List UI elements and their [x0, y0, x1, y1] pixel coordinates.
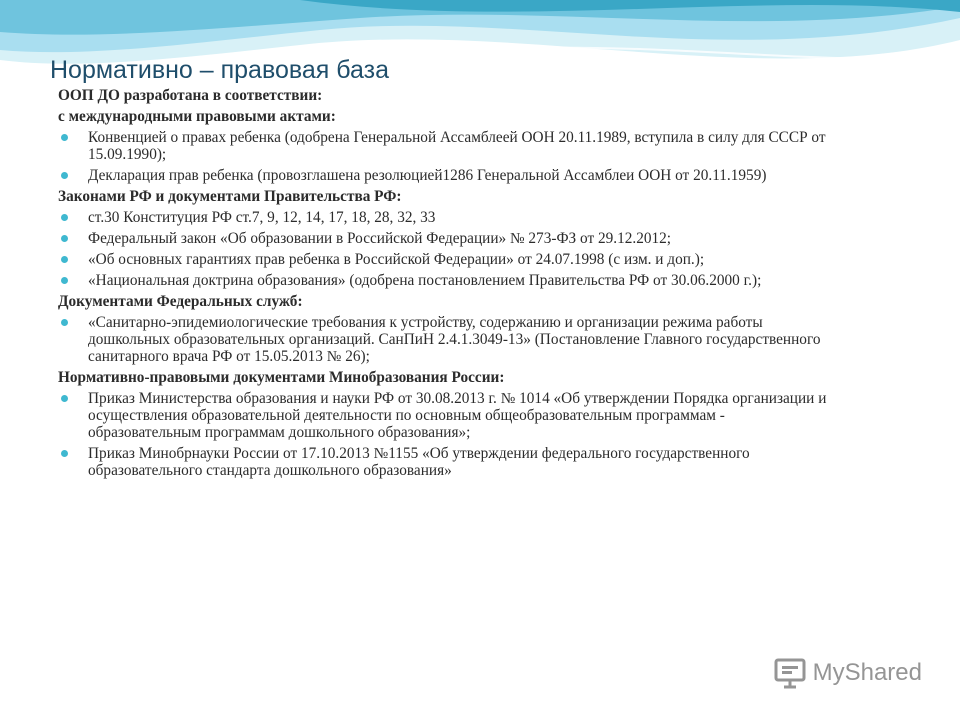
list-item: Приказ Министерства образования и науки РФ от 30.08.2013 г. № 1014 «Об утверждении Порядка организации и осуществления образовательной деятельности по основным общеобразовательным программам - образовательным программам дошкольного образования»;	[58, 390, 828, 441]
list-item: «Национальная доктрина образования» (одобрена постановлением Правительства РФ от 30.06.2000 г.);	[58, 272, 828, 289]
bullet-icon	[61, 395, 68, 402]
section-heading-federal-services: Документами Федеральных служб:	[58, 293, 303, 310]
bullet-icon	[61, 319, 68, 326]
bullet-icon	[61, 277, 68, 284]
intro-line-2: с международными правовыми актами:	[58, 108, 336, 125]
list-item: «Санитарно-эпидемиологические требования к устройству, содержанию и организации режима работы дошкольных образовательных организаций. СанПиН 2.4.1.3049-13» (Постановление Главного государственного санитарного врача РФ от 15.05.2013 № 26);	[58, 314, 828, 365]
list-item: Декларация прав ребенка (провозглашена резолюцией1286 Генеральной Ассамблеи ООН от 20.11.1959)	[58, 167, 828, 184]
intro-line-1: ООП ДО разработана в соответствии:	[58, 87, 323, 104]
list-item: Приказ Минобрнауки России от 17.10.2013 №1155 «Об утверждении федерального государственного образовательного стандарта дошкольного образования»	[58, 445, 828, 479]
bullet-icon	[61, 256, 68, 263]
watermark	[773, 656, 922, 690]
bullet-icon	[61, 172, 68, 179]
bullet-icon	[61, 214, 68, 221]
section-heading-rf-laws: Законами РФ и документами Правительства РФ:	[58, 188, 402, 205]
presentation-icon	[773, 656, 807, 690]
slide-title: Нормативно – правовая база	[50, 56, 389, 84]
watermark-text: MyShared	[812, 659, 922, 686]
federal-services-list	[58, 314, 828, 365]
section-heading-ministry: Нормативно-правовыми документами Минобразования России:	[58, 369, 505, 386]
international-acts-list	[58, 129, 828, 184]
bullet-icon	[61, 235, 68, 242]
list-item: ст.30 Конституция РФ ст.7, 9, 12, 14, 17, 18, 28, 32, 33	[58, 209, 828, 226]
bullet-icon	[61, 450, 68, 457]
list-item: Конвенцией о правах ребенка (одобрена Генеральной Ассамблеей ООН 20.11.1989, вступила в силу для СССР от 15.09.1990);	[58, 129, 828, 163]
list-item: «Об основных гарантиях прав ребенка в Российской Федерации» от 24.07.1998 (с изм. и доп.);	[58, 251, 828, 268]
bullet-icon	[61, 134, 68, 141]
rf-laws-list	[58, 209, 828, 289]
ministry-documents-list	[58, 390, 828, 479]
list-item: Федеральный закон «Об образовании в Российской Федерации» № 273-ФЗ от 29.12.2012;	[58, 230, 828, 247]
document-body	[58, 84, 828, 483]
